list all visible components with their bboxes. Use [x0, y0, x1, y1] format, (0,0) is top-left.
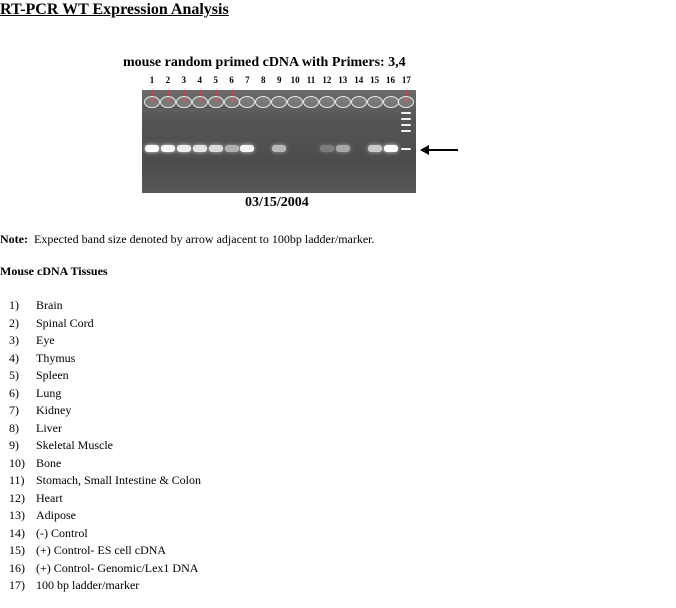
tissue-number: 13) — [9, 508, 25, 522]
lane-number: 9 — [276, 75, 282, 85]
lane-number: 7 — [245, 75, 250, 85]
list-item — [9, 332, 201, 350]
tissue-name: (+) Control- ES cell cDNA — [36, 543, 167, 557]
gel-well — [287, 96, 303, 108]
note — [0, 232, 375, 247]
gel-well — [398, 96, 414, 108]
tissue-name: Skeletal Muscle — [36, 438, 113, 452]
ladder-band — [401, 130, 411, 132]
tissue-number: 17) — [9, 578, 25, 592]
list-item — [9, 402, 201, 420]
tissue-name: Thymus — [36, 350, 76, 365]
gel-band — [368, 145, 382, 152]
list-item — [9, 420, 201, 438]
lane-number: 1 — [149, 75, 155, 85]
note-text: Expected band size denoted by arrow adjacent to 100bp ladder/marker. — [33, 232, 375, 246]
tissue-name: 100 bp ladder/marker — [36, 578, 140, 592]
tissue-number: 16) — [9, 560, 25, 575]
gel-well — [160, 96, 176, 108]
tissues-heading: Mouse cDNA Tissues — [0, 264, 108, 278]
gel-band — [145, 145, 159, 152]
tissue-name: Spinal Cord — [36, 315, 94, 330]
left-arrow-icon — [420, 143, 460, 157]
tissue-number: 2) — [9, 315, 19, 330]
tissue-number: 14) — [9, 525, 25, 540]
list-item — [9, 560, 201, 578]
tissue-number: 8) — [9, 420, 19, 435]
list-item — [9, 315, 201, 333]
lane-number: 8 — [261, 75, 266, 85]
tissue-name: Eye — [36, 333, 55, 347]
gel-well — [224, 96, 240, 108]
list-item — [9, 437, 201, 455]
tissue-number: 11) — [9, 473, 25, 487]
tissue-number: 4) — [9, 350, 19, 365]
list-item — [9, 577, 201, 595]
gel-well — [383, 96, 399, 108]
lane-number: 13 — [338, 75, 348, 85]
gel-well — [351, 96, 367, 108]
lane-number: 11 — [306, 75, 316, 85]
tissue-name: (+) Control- Genomic/Lex1 DNA — [36, 560, 199, 575]
gel-caption: mouse random primed cDNA with Primers: 3,4 — [123, 55, 406, 70]
tissue-number: 5) — [9, 368, 19, 382]
tissue-name: Brain — [36, 298, 63, 312]
tissue-number: 7) — [9, 403, 19, 417]
gel-well — [303, 96, 319, 108]
gel-well — [176, 96, 192, 108]
gel-well — [271, 96, 287, 108]
gel-well — [208, 96, 224, 108]
ladder-band — [401, 124, 411, 126]
gel-well — [239, 96, 255, 108]
list-item — [9, 525, 201, 543]
gel-date: 03/15/2004 — [245, 195, 309, 210]
tissue-name: Spleen — [36, 368, 69, 382]
lane-number: 6 — [229, 75, 234, 85]
lane-number: 5 — [213, 75, 218, 85]
page-title: RT-PCR WT Expression Analysis — [0, 1, 229, 18]
lane-number: 16 — [386, 75, 395, 85]
tissue-number: 10) — [9, 455, 25, 470]
lane-number: 17 — [401, 75, 411, 85]
gel-well — [144, 96, 160, 108]
gel-band — [320, 145, 334, 152]
tissue-number: 6) — [9, 385, 19, 400]
gel-band — [225, 145, 239, 152]
gel-band — [272, 145, 286, 152]
gel-well — [335, 96, 351, 108]
gel-band — [161, 145, 175, 152]
list-item — [9, 542, 201, 560]
lane-number: 10 — [290, 75, 300, 85]
gel-band — [193, 145, 207, 152]
ladder-band — [401, 118, 411, 120]
list-item — [9, 385, 201, 403]
tissue-name: Liver — [36, 420, 62, 435]
gel-well — [255, 96, 271, 108]
gel-band — [384, 145, 398, 152]
tissue-number: 9) — [9, 438, 19, 452]
lane-number: 12 — [322, 75, 332, 85]
tissue-number: 12) — [9, 490, 25, 505]
gel-band — [177, 145, 191, 152]
lane-number: 14 — [354, 75, 364, 85]
lane-number: 2 — [165, 75, 171, 85]
gel-band — [240, 145, 254, 152]
tissue-name: Heart — [36, 490, 63, 505]
lane-number: 4 — [197, 75, 202, 85]
tissue-number: 1) — [9, 298, 19, 312]
list-item — [9, 455, 201, 473]
gel-band — [209, 145, 223, 152]
list-item — [9, 490, 201, 508]
tissue-name: Adipose — [36, 508, 76, 522]
tissue-name: (-) Control — [36, 525, 88, 540]
tissue-name: Stomach, Small Intestine & Colon — [36, 473, 201, 487]
gel-well — [192, 96, 208, 108]
tissue-name: Bone — [36, 455, 62, 470]
list-item — [9, 297, 201, 315]
tissue-name: Kidney — [36, 403, 72, 417]
ladder-band — [401, 112, 411, 114]
gel-well — [367, 96, 383, 108]
list-item — [9, 350, 201, 368]
tissue-name: Lung — [36, 385, 62, 400]
note-label: Note: — [0, 232, 28, 246]
gel-image — [142, 90, 416, 193]
ladder-band — [401, 148, 411, 150]
list-item — [9, 507, 201, 525]
list-item — [9, 472, 201, 490]
gel-well — [319, 96, 335, 108]
tissue-number: 3) — [9, 333, 19, 347]
tissue-list — [9, 297, 201, 595]
lane-numbers — [142, 75, 420, 89]
tissue-number: 15) — [9, 543, 25, 557]
list-item — [9, 367, 201, 385]
lane-number: 3 — [181, 75, 187, 85]
gel-band — [336, 145, 350, 152]
lane-number: 15 — [370, 75, 380, 85]
